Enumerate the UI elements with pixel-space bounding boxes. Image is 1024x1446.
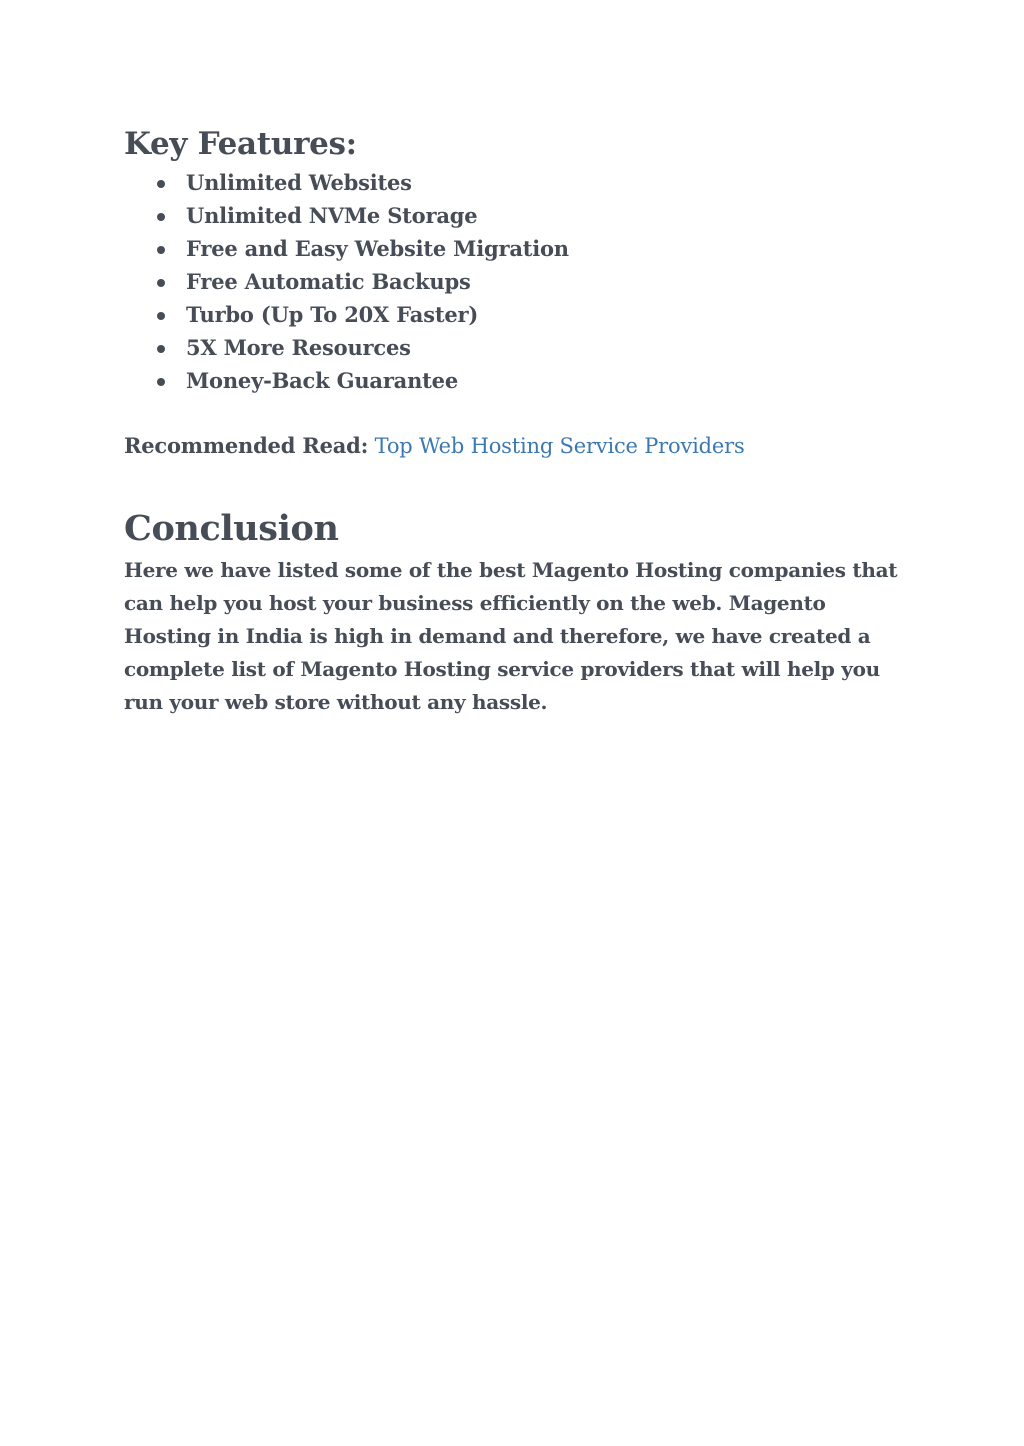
recommended-read-label: Recommended Read: [124,433,369,458]
bullet-icon [157,213,165,221]
feature-item-label: Turbo (Up To 20X Faster) [186,302,479,327]
feature-item-label: Free Automatic Backups [186,269,471,294]
document-page [124,124,904,719]
bullet-icon [157,345,165,353]
feature-item-label: 5X More Resources [186,335,411,360]
feature-item-label: Unlimited NVMe Storage [186,203,478,228]
feature-item [124,331,904,364]
feature-item-label: Money-Back Guarantee [186,368,458,393]
bullet-icon [157,246,165,254]
key-features-heading: Key Features: [124,126,357,162]
feature-item-label: Unlimited Websites [186,170,412,195]
conclusion-heading: Conclusion [124,508,339,549]
conclusion-paragraph: Here we have listed some of the best Magento Hosting companies that can help you host your business efficiently on the web. Magento Hosting in India is high in demand and therefore, we have created a complete list of Magento Hosting service providers that will help you run your web store without any hassle. [124,558,898,714]
bullet-icon [157,378,165,386]
bullet-icon [157,312,165,320]
feature-item [124,166,904,199]
bullet-icon [157,279,165,287]
recommended-read-link[interactable]: Top Web Hosting Service Providers [374,434,745,458]
bullet-icon [157,180,165,188]
feature-item-label: Free and Easy Website Migration [186,236,569,261]
feature-item [124,364,904,397]
feature-item [124,298,904,331]
key-features-list [124,166,904,397]
feature-item [124,199,904,232]
feature-item [124,232,904,265]
feature-item [124,265,904,298]
recommended-read [124,431,904,461]
